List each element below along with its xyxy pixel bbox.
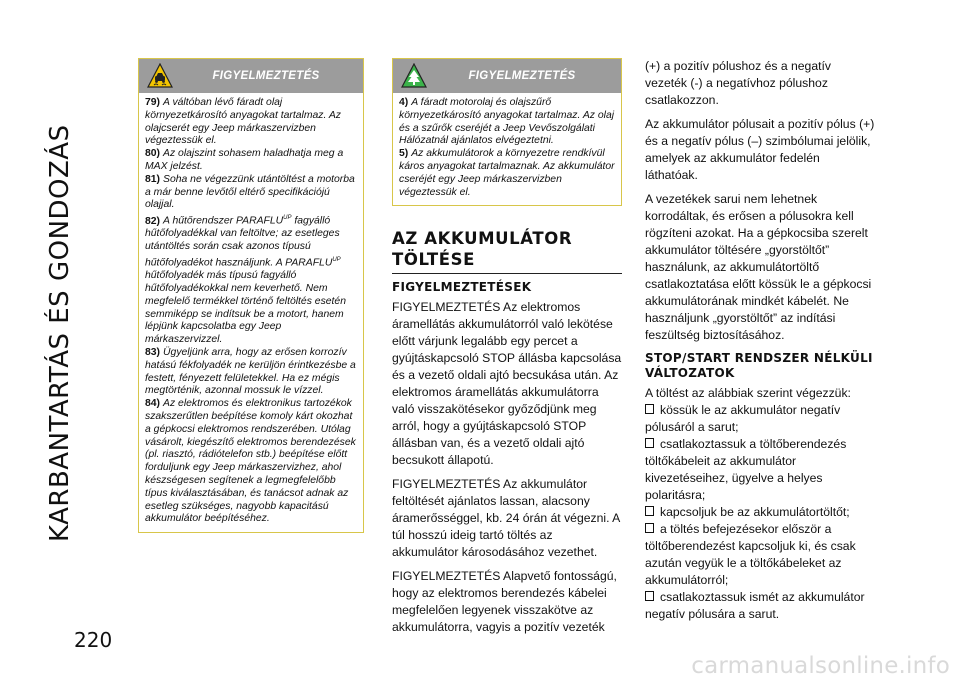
left-warning-box xyxy=(138,58,364,533)
warning-item: 81) Soha ne végezzünk utántöltést a motorba a már benne levőtől eltérő specifikációjú olajjal. xyxy=(145,173,355,211)
square-bullet-icon xyxy=(645,404,654,414)
list-item: csatlakoztassuk a töltőberendezés töltőkábeleit az akkumulátor kivezetéseihez, ügyelve a helyes polaritásra; xyxy=(645,437,847,502)
left-warning-header xyxy=(139,59,363,93)
left-warning-body xyxy=(139,93,363,532)
left-warning-title: FIGYELMEZTETÉS xyxy=(212,70,320,82)
square-bullet-icon xyxy=(645,591,654,601)
step-list xyxy=(645,402,875,623)
square-bullet-icon xyxy=(645,438,654,448)
warning-item: 84) Az elektromos és elektronikus tartozékok szakszerűtlen beépítése komoly kárt okozhat a gépkocsi elektromos rendszerében. Utólag vásárolt, kiegészítő elektromos berendezések (pl. riasztó, rádiótelefon stb.) beépítése előtt forduljunk egy Jeep márkaszervizhez, ahol készségesen segítenek a legmegfelelőbb típus kiválasztásában, és tanácsot adnak az esetleg szükséges, nagyobb kapacitású akkumulátor beépítéséhez. xyxy=(145,398,356,525)
paragraph: Az akkumulátor pólusait a pozitív pólus (+) és a negatív pólus (–) szimbólumai jelölik, amelyek az akkumulátor fedelén láthatóak. xyxy=(645,117,875,182)
watermark: carmanualsonline.info xyxy=(691,653,950,679)
section-subheading: FIGYELMEZTETÉSEK xyxy=(392,280,532,295)
paragraph: A vezetékek sarui nem lehetnek korrodáltak, és erősen a pólusokra kell rögzíteni azokat. Ha a gépkocsiba szerelt akkumulátor töltésére „gyorstöltőt” használunk, az akkumulátortöltő csatlakoztatása előtt kössük le a gépkocsi akkumulátorának mindkét kábelét. Ne használjunk „gyorstöltőt” az indítási feszültség biztosításához. xyxy=(645,192,872,342)
square-bullet-icon xyxy=(645,506,654,516)
heading-divider xyxy=(392,273,622,274)
tree-environment-icon xyxy=(401,63,427,89)
stop-start-subheading: STOP/START RENDSZER NÉLKÜLI VÁLTOZATOK xyxy=(645,351,873,380)
warning-item: 80) Az olajszint sohasem haladhatja meg a MAX jelzést. xyxy=(145,148,344,172)
mid-warning-body xyxy=(393,93,621,205)
page-number: 220 xyxy=(74,628,113,652)
paragraph: FIGYELMEZTETÉS Alapvető fontosságú, hogy az elektromos berendezés kábelei megfelelően legyenek visszakötve az akkumulátorra, vagyis a pozitív vezeték xyxy=(392,569,617,635)
bullet-intro: A töltést az alábbiak szerint végezzük: xyxy=(645,386,851,400)
warning-item: 5) Az akkumulátorok a környezetre rendkívül káros anyagokat tartalmaznak. Az akkumulátor cseréjét egy Jeep márkaszervizben végeztessük el. xyxy=(399,148,615,198)
middle-column xyxy=(392,58,622,643)
warning-item: 83) Ügyeljünk arra, hogy az erősen korrozív hatású fékfolyadék ne kerüljön érintkezésbe a festett, fényezett felületekkel. Ha ez mégis megtörténik, azonnal mossuk le vízzel. xyxy=(145,347,356,397)
square-bullet-icon xyxy=(645,523,654,533)
warning-item: 79) A váltóban lévő fáradt olaj környezetkárosító anyagokat tartalmaz. Az olajcserét egy Jeep márkaszervizben végeztessük el. xyxy=(145,97,341,147)
list-item: kapcsoljuk be az akkumulátortöltőt; xyxy=(645,504,875,521)
list-item: csatlakoztassuk ismét az akkumulátor negatív pólusára a sarut. xyxy=(645,590,865,621)
car-skid-warning-icon xyxy=(147,63,173,89)
section-heading: AZ AKKUMULÁTOR TÖLTÉSE xyxy=(392,229,573,270)
right-column xyxy=(645,58,875,623)
warning-item: 4) A fáradt motorolaj és olajszűrő környezetkárosító anyagokat tartalmaz. Az olaj és a szűrők cseréjét a Jeep Vevőszolgálati Hálózatnál ajánlatos elvégeztetni. xyxy=(399,97,615,147)
mid-warning-title: FIGYELMEZTETÉS xyxy=(468,70,576,82)
paragraph: (+) a pozitív pólushoz és a negatív vezeték (-) a negatívhoz pólushoz csatlakozzon. xyxy=(645,59,831,107)
left-column xyxy=(138,58,364,533)
list-item: a töltés befejezésekor először a töltőberendezést kapcsoljuk ki, és csak azután vegyük le a töltőkábeleket az akkumulátorról; xyxy=(645,522,856,587)
list-item: kössük le az akkumulátor negatív pólusáról a sarut; xyxy=(645,403,841,434)
paragraph: FIGYELMEZTETÉS Az elektromos áramellátás akkumulátorról való lekötése előtt várjunk legalább egy percet a gyújtáskapcsoló STOP állásba kapcsolása és a vezető oldali ajtó becsukása után. Az elektromos áramellátás akkumulátorra való visszakötésekor győződjünk meg arról, hogy a gyújtáskapcsoló STOP állásban van, és a vezető oldali ajtó becsukott állapotú. xyxy=(392,300,622,468)
mid-warning-box xyxy=(392,58,622,206)
paragraph: FIGYELMEZTETÉS Az akkumulátor feltöltését ajánlatos lassan, alacsony áramerősséggel, kb. 24 órán át végezni. A túl hosszú ideig tartó töltés az akkumulátor károsodásához vezethet. xyxy=(392,477,620,560)
section-side-title: KARBANTARTÁS ÉS GONDOZÁS xyxy=(45,124,75,542)
warning-item: 82) A hűtőrendszer $PARAFLU^{UP}$ fagyálló hűtőfolyadékkal van feltöltve; az esetleges utántöltés során csak azonos típusú hűtőfolyadékot használjunk. A $PARAFLU^{UP}$ hűtőfolyadék más típusú fagyálló hűtőfolyadékokkal nem keverhető. Nem megfelelő termékkel történő feltöltés esetén semmiképp se indítsuk be a motort, hanem lépjünk kapcsolatba egy Jeep márkaszervizzel. xyxy=(145,215,346,346)
mid-warning-header xyxy=(393,59,621,93)
